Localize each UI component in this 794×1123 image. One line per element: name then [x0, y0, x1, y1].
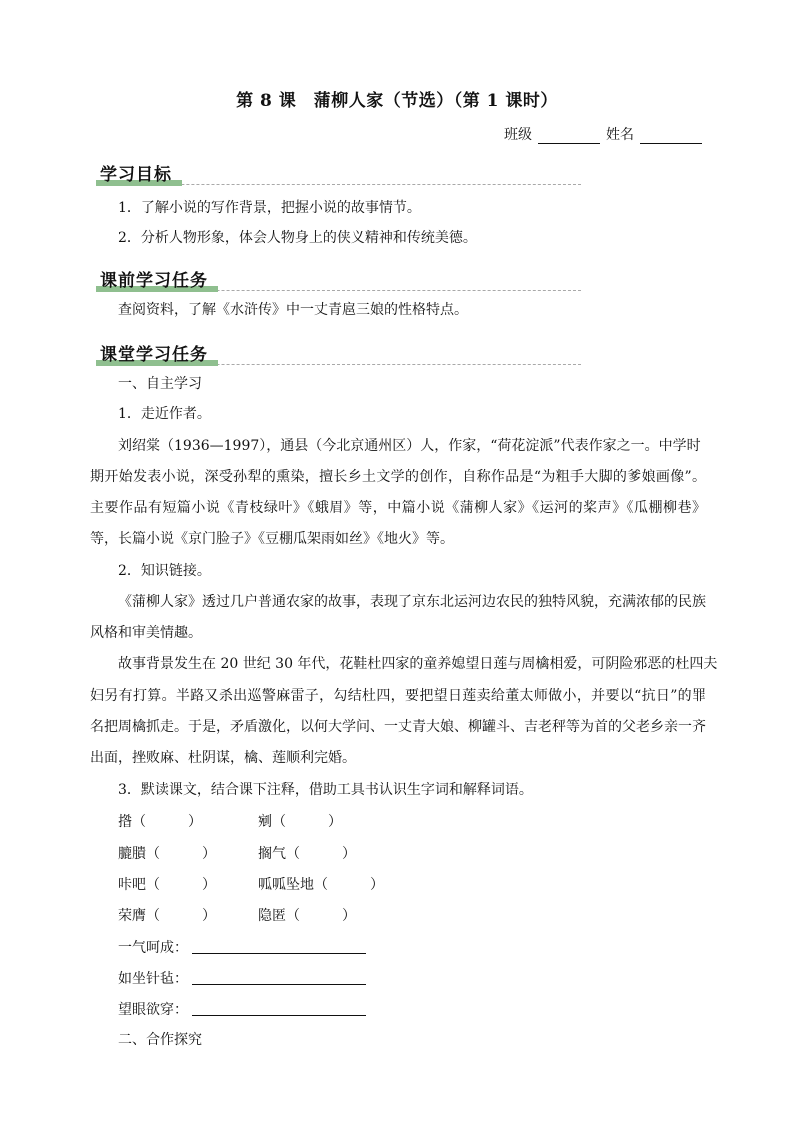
author-paragraph-line: 主要作品有短篇小说《青枝绿叶》《蛾眉》等，中篇小说《蒲柳人家》《运河的桨声》《瓜棚柳巷》 — [90, 500, 706, 516]
step1-label: 1．走近作者。 — [118, 406, 211, 422]
answer-blank[interactable] — [192, 1001, 366, 1016]
phrase-label: 一气呵成： — [118, 940, 188, 956]
section-heading-goals — [96, 160, 581, 186]
vocab-item[interactable]: 隐匿（ ） — [258, 908, 356, 924]
story-paragraph-line: 名把周檎抓走。于是，矛盾激化，以何大学问、一丈青大娘、柳罐斗、吉老秤等为首的父老乡亲一齐 — [90, 719, 706, 735]
answer-blank[interactable] — [192, 939, 366, 954]
section-heading-label: 学习目标 — [100, 165, 172, 185]
name-blank[interactable] — [640, 128, 702, 144]
class-blank[interactable] — [538, 128, 600, 144]
author-paragraph-line: 刘绍棠（1936—1997），通县（今北京通州区）人，作家，“荷花淀派”代表作家之一。中学时 — [118, 438, 701, 454]
vocab-item[interactable]: 剜（ ） — [258, 814, 342, 830]
phrase-item — [118, 999, 366, 1019]
class-name-line — [504, 124, 702, 144]
name-label: 姓名 — [606, 127, 634, 143]
phrase-label: 如坐针毡： — [118, 971, 188, 987]
story-paragraph-line: 故事背景发生在 20 世纪 30 年代，花鞋杜四家的童养媳望日莲与周檎相爱，可阴险邪恶的杜四夫 — [118, 656, 718, 672]
section-heading-label: 课堂学习任务 — [100, 345, 208, 365]
pre-task-text: 查阅资料，了解《水浒传》中一丈青扈三娘的性格特点。 — [118, 302, 468, 318]
vocab-item[interactable]: 膔膭（ ） — [118, 846, 216, 862]
section-heading-label: 课前学习任务 — [100, 271, 208, 291]
class-label: 班级 — [504, 127, 532, 143]
section-heading-class — [96, 340, 581, 366]
vocab-item[interactable]: 荣膺（ ） — [118, 908, 216, 924]
phrase-item — [118, 968, 366, 988]
goal-item: 1．了解小说的写作背景，把握小说的故事情节。 — [118, 200, 421, 216]
vocab-item[interactable]: 呱呱坠地（ ） — [258, 877, 384, 893]
author-paragraph-line: 等，长篇小说《京门脸子》《豆棚瓜架雨如丝》《地火》等。 — [90, 531, 454, 547]
lesson-title: 第 8 课 蒲柳人家（节选）（第 1 课时） — [236, 91, 558, 111]
author-paragraph-line: 期开始发表小说，深受孙犁的熏染，擅长乡土文学的创作，自称作品是“为粗手大脚的爹娘画像”。 — [90, 469, 706, 485]
answer-blank[interactable] — [192, 970, 366, 985]
part1-heading: 一、自主学习 — [118, 376, 202, 392]
step2-label: 2．知识链接。 — [118, 563, 211, 579]
story-paragraph-line: 出面，挫败麻、杜阴谋，檎、莲顺利完婚。 — [90, 750, 356, 766]
story-paragraph-line: 妇另有打算。半路又杀出巡警麻雷子，勾结杜四，要把望日莲卖给董太师做小，并要以“抗日”的罪 — [90, 688, 706, 704]
link-paragraph-line: 风格和审美情趣。 — [90, 625, 202, 641]
vocab-item[interactable]: 搁气（ ） — [258, 846, 356, 862]
goal-item: 2．分析人物形象，体会人物身上的侠义精神和传统美德。 — [118, 230, 477, 246]
part2-heading: 二、合作探究 — [118, 1032, 202, 1048]
step3-label: 3．默读课文，结合课下注释，借助工具书认识生字词和解释词语。 — [118, 782, 533, 798]
phrase-item — [118, 937, 366, 957]
phrase-label: 望眼欲穿： — [118, 1002, 188, 1018]
vocab-item[interactable]: 揝（ ） — [118, 814, 202, 830]
link-paragraph-line: 《蒲柳人家》透过几户普通农家的故事，表现了京东北运河边农民的独特风貌，充满浓郁的民族 — [118, 594, 706, 610]
vocab-item[interactable]: 咔吧（ ） — [118, 877, 216, 893]
section-heading-pre — [96, 266, 581, 292]
